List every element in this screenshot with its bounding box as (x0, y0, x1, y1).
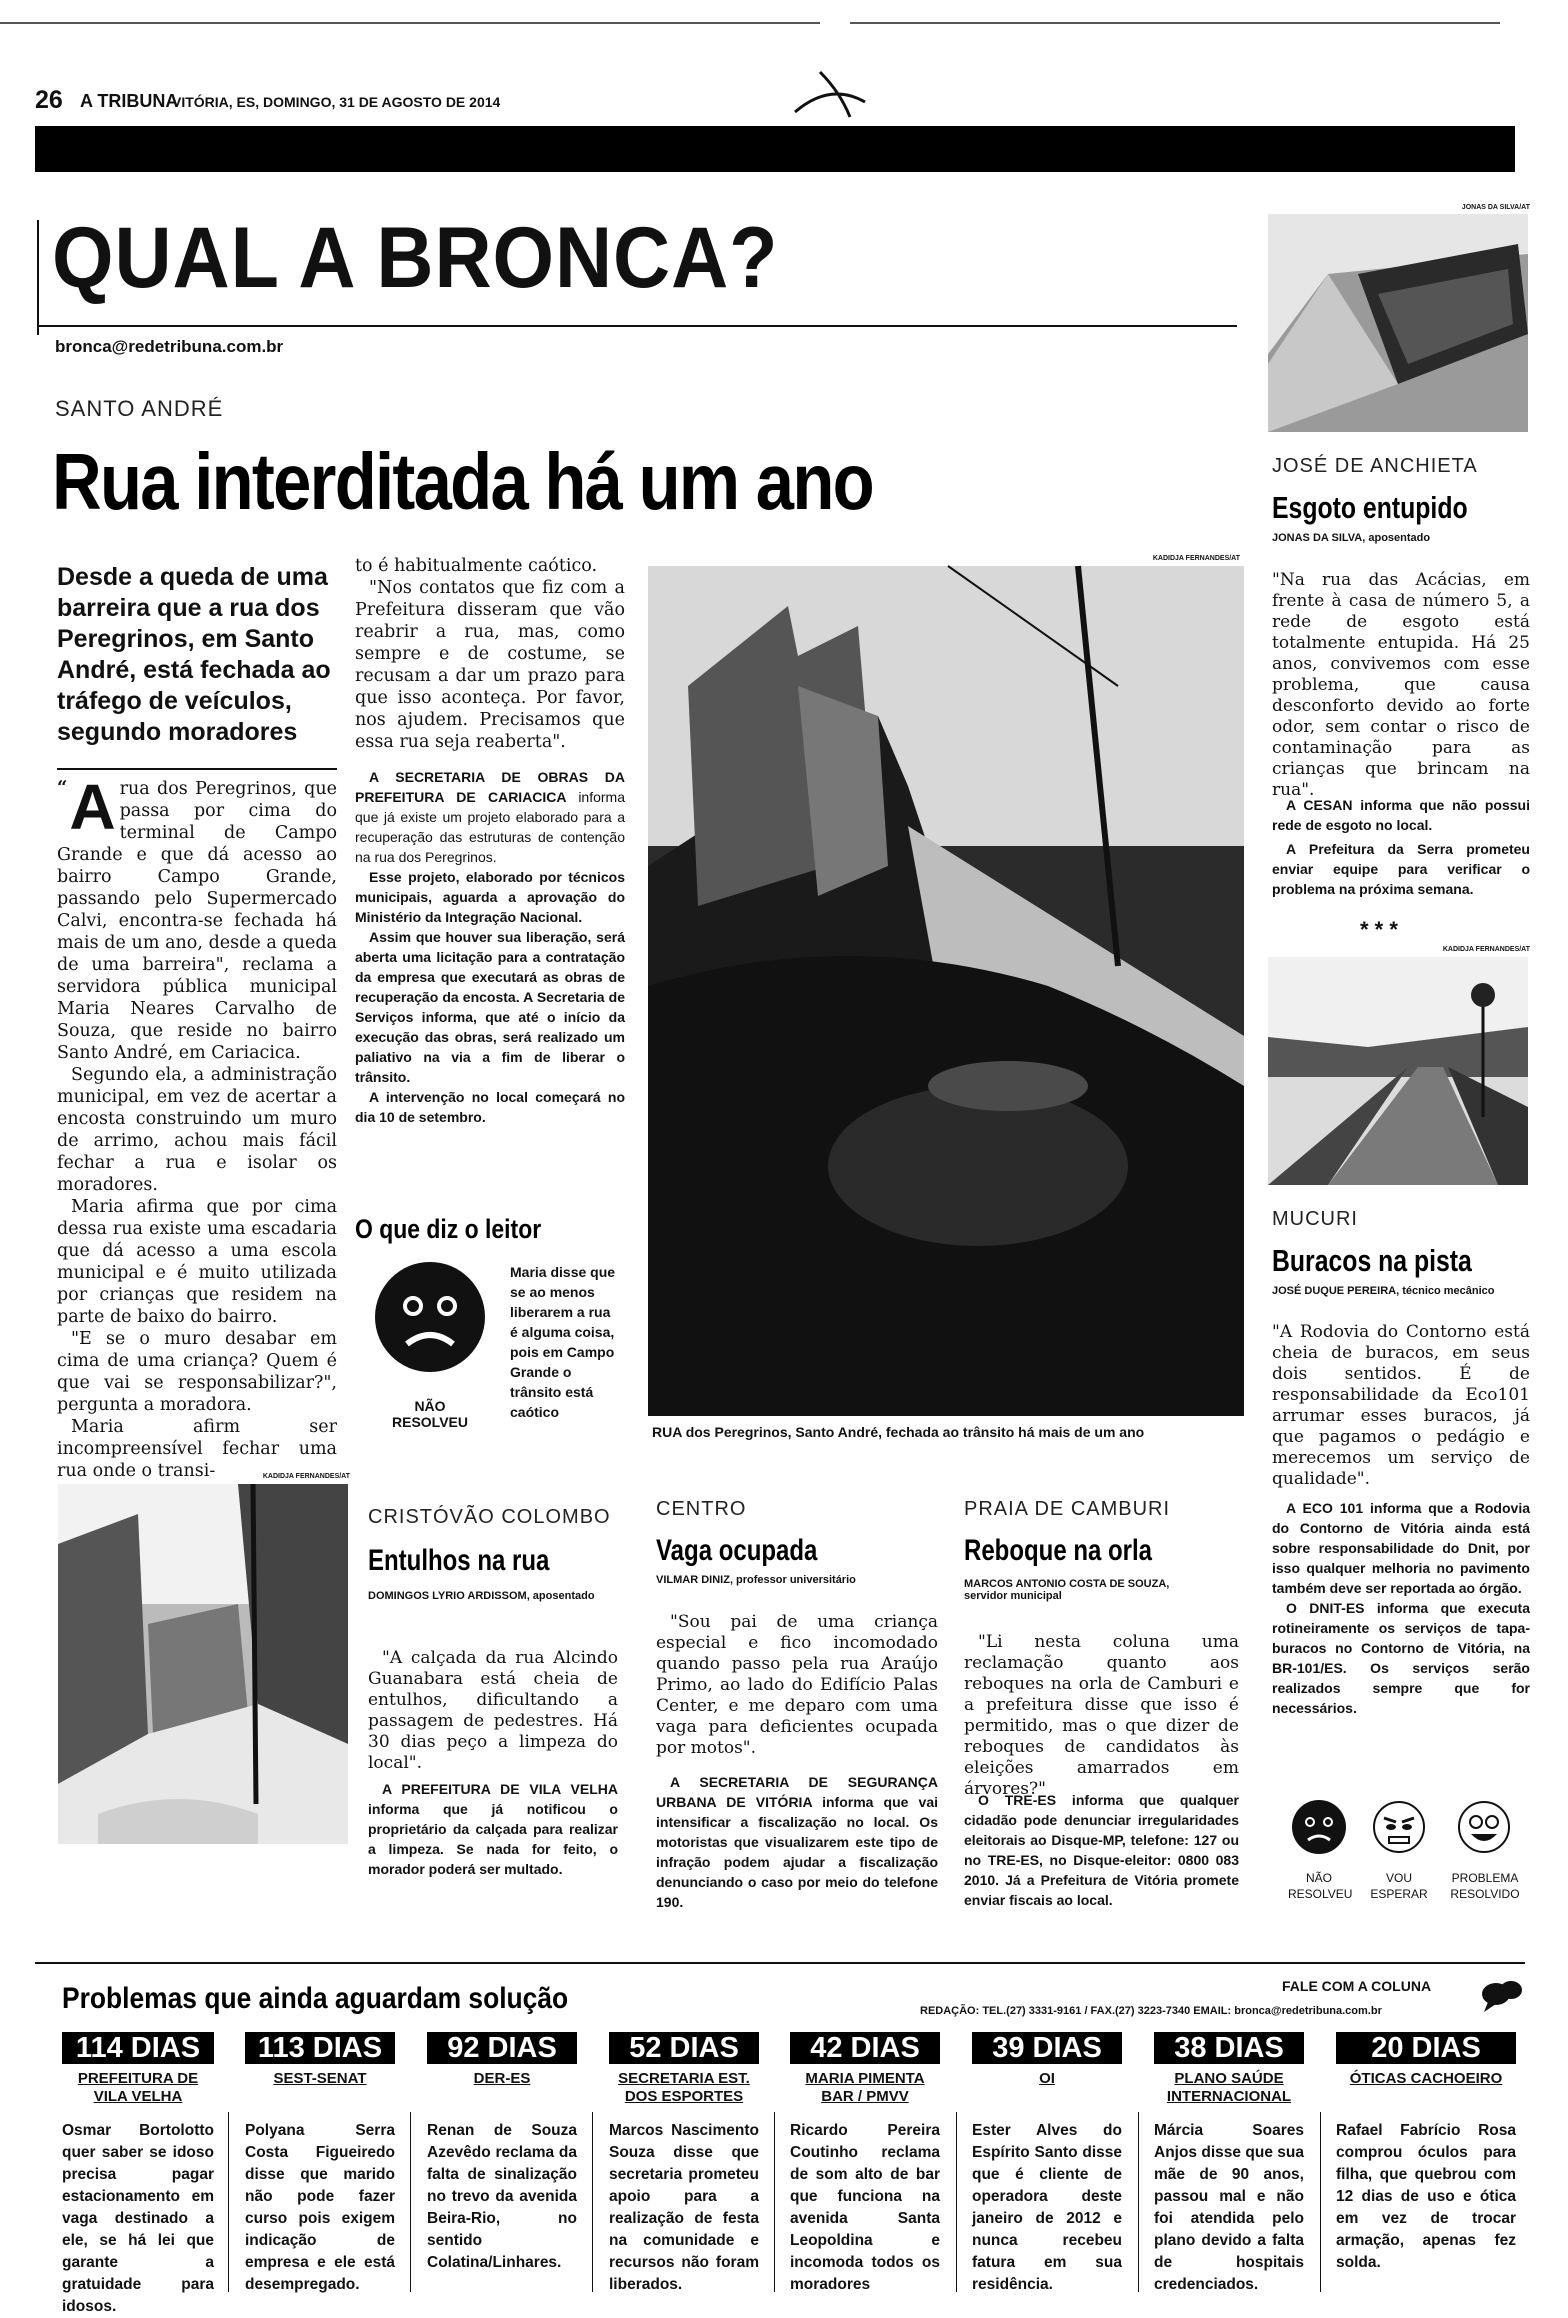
sidebar-photo2-credit: KADIDJA FERNANDES/AT (1442, 946, 1530, 953)
pending-text-1: Osmar Bortolotto quer saber se idoso precisa pagar estacionamento em vaga destinado a ele, se há lei que garante a gratuidade para idosos. (62, 2122, 214, 2315)
sidebar2-byline: JOSÉ DUQUE PEREIRA, técnico mecânico (1272, 1285, 1495, 1297)
sidebar2-headline: Buracos na pista (1272, 1243, 1472, 1278)
main-response-org: A SECRETARIA DE OBRAS DA PREFEITURA DE CARIACICA (355, 769, 625, 805)
org-8: ÓTICAS CACHOEIRO (1349, 2070, 1503, 2087)
main-headline: Rua interditada há um ano (52, 437, 873, 526)
main-response-4: A intervenção no local começará no dia 10 de setembro. (355, 1089, 625, 1125)
paper-name: A TRIBUNA (80, 91, 179, 111)
contact-info: REDAÇÃO: TEL.(27) 3331-9161 / FAX.(27) 3223-7340 EMAIL: bronca@redetribuna.com.br (920, 2005, 1382, 2017)
reader-box-text: Maria disse que se ao menos liberarem a rua é alguma coisa, pois em Campo Grande o trânsito está caótico (510, 1264, 616, 1420)
main-response-text: informa que já existe um projeto elaborado para a recuperação das estruturas de contenção na rua dos Peregrinos. (355, 789, 625, 865)
reader-box-title: O que diz o leitor (355, 1214, 542, 1244)
bottom3-byline: MARCOS ANTONIO COSTA DE SOUZA, servidor municipal (964, 1578, 1170, 1602)
waiting-face-icon (1372, 1800, 1426, 1854)
pending-text-8: Rafael Fabrício Rosa comprou óculos para filha, que quebrou com 12 dias de uso e ótica em vez de trocar armação, apenas fez solda. (1336, 2122, 1516, 2271)
main-deck: Desde a queda de uma barreira que a rua dos Peregrinos, em Santo André, está fechada ao tráfego de veículos, segundo moradores (57, 563, 331, 746)
speech-bubbles-icon (1478, 1976, 1526, 2016)
resolved-face-icon (1457, 1800, 1511, 1854)
main-kicker: SANTO ANDRÉ (55, 396, 224, 421)
bottom2-response: A SECRETARIA DE SEGURANÇA URBANA DE VITÓRIA informa que vai intensificar a fiscalização no local. Os motoristas que visualizarem este tipo de infração podem ajudar a fiscalização denunciando o caso por meio do telefone 190. (656, 1774, 938, 1910)
days-badge-4: 52 DIAS (609, 2032, 759, 2064)
days-badge-7: 38 DIAS (1154, 2032, 1304, 2064)
section-title: QUAL A BRONCA? (52, 210, 779, 306)
main-response-1 (355, 767, 625, 867)
days-badge-2: 113 DIAS (245, 2032, 395, 2064)
main-col1-p1: rua dos Peregrinos, que passa por cima do terminal de Campo Grande e que dá acesso ao bairro Campo Grande, passando pelo Supermercado Calvi, encontra-se fechada há mais de um ano, desde a queda de uma barreira", reclama a servidora pública municipal Maria Neares Carvalho de Souza, que reside no bairro Santo André, em Cariacica. (57, 779, 337, 1063)
days-badge-1: 114 DIAS (62, 2032, 214, 2064)
main-col1-p2: Segundo ela, a administração municipal, em vez de acertar a encosta construindo um muro de arrimo, achou mais fácil fechar a rua e isolar os moradores. (57, 1065, 337, 1195)
bottom3-quote: "Li nesta coluna uma reclamação quanto aos reboques na orla de Camburi e a prefeitura disse que isso é permitido, mas o que dizer de reboques de candidatos às eleições amarrados em árvores?" (964, 1632, 1239, 1799)
section-email: bronca@redetribuna.com.br (55, 337, 284, 356)
org-2: SEST-SENAT (273, 2070, 367, 2087)
sidebar2-response-1: A ECO 101 informa que a Rodovia do Contorno de Vitória ainda está sobre responsabilidade do Dnit, por isso qualquer melhoria no pavimento também deve ser reportada ao órgão. (1272, 1500, 1530, 1596)
main-response-2: Esse projeto, elaborado por técnicos municipais, aguarda a aprovação do Ministério da Integração Nacional. (355, 869, 625, 925)
main-col1-p4: "E se o muro desabar em cima de uma criança? Quem é que vai se responsabilizar?", pergunta a moradora. (57, 1329, 337, 1415)
org-1: PREFEITURA DE VILA VELHA (77, 2070, 199, 2105)
org-6: OI (1039, 2070, 1055, 2087)
pending-text-5: Ricardo Pereira Coutinho reclama de som alto de bar que funciona na avenida Santa Leopoldina e incomoda todos os moradores (790, 2122, 940, 2293)
legend-resolved: PROBLEMA RESOLVIDO (1450, 1871, 1520, 1901)
main-response-3: Assim que houver sua liberação, será aberta uma licitação para a contratação da empresa que executará as obras de recuperação da encosta. A Secretaria de Serviços informa, que até o início da execução das obras, será realizado um paliativo na via a fim de liberar o trânsito. (355, 929, 625, 1085)
sidebar1-response-1: A CESAN informa que não possui rede de esgoto no local. (1272, 797, 1530, 833)
org-3: DER-ES (473, 2070, 531, 2087)
org-5: MARIA PIMENTA BAR / PMVV (805, 2070, 925, 2105)
main-col1-p5: Maria afirm ser incompreensível fechar uma rua onde o transi- (57, 1417, 337, 1481)
bottom1-quote: "A calçada da rua Alcindo Guanabara está cheia de entulhos, dificultando a passagem de pedestres. Há 30 dias peço a limpeza do local". (368, 1648, 618, 1773)
sidebar-photo1-credit: JONAS DA SILVA/AT (1461, 204, 1530, 211)
pending-text-6: Ester Alves do Espírito Santo disse que é cliente de operadora deste janeiro de 2012 e nunca recebeu fatura em sua residência. (972, 2122, 1122, 2293)
bottom3-kicker: PRAIA DE CAMBURI (964, 1498, 1171, 1520)
sidebar-photo-2 (1268, 957, 1528, 1185)
handwritten-mark (790, 62, 890, 132)
main-photo-caption: RUA dos Peregrinos, Santo André, fechada ao trânsito há mais de um ano (652, 1424, 1145, 1440)
sidebar1-response-2: A Prefeitura da Serra prometeu enviar equipe para verificar o problema na próxima semana. (1272, 841, 1530, 897)
not-resolved-face-icon (1292, 1800, 1346, 1854)
bottom1-response: A PREFEITURA DE VILA VELHA informa que já notificou o proprietário da calçada para realizar a limpeza. Se nada for feito, o morador poderá ser multado. (368, 1781, 618, 1877)
sidebar1-headline: Esgoto entupido (1272, 490, 1468, 525)
bottom1-byline: DOMINGOS LYRIO ARDISSOM, aposentado (368, 1590, 595, 1602)
sidebar1-byline: JONAS DA SILVA, aposentado (1272, 532, 1431, 544)
sidebar1-quote: "Na rua das Acácias, em frente à casa de número 5, a rede de esgoto está totalmente entupida. Há 25 anos, convivemos com esse problema, que causa desconforto devido ao forte odor, sem contar o risco de contaminação para as crianças que brincam na rua". (1272, 570, 1530, 800)
sad-face-icon (375, 1262, 485, 1372)
sidebar2-quote: "A Rodovia do Contorno está cheia de buracos, em seus dois sentidos. É de responsabilidade da Eco101 arrumar esses buracos, já que pagamos o pedágio e merecemos um serviço de qualidade". (1272, 1322, 1530, 1489)
sidebar1-kicker: JOSÉ DE ANCHIETA (1272, 455, 1478, 477)
sidebar2-response-2: O DNIT-ES informa que executa rotineiramente os serviços de tapa-buracos no Contorno de Vitória, na BR-101/ES. Os serviços serão realizados sempre que for necessários. (1272, 1600, 1530, 1716)
days-badge-8: 20 DIAS (1336, 2032, 1516, 2064)
bottom3-response: O TRE-ES informa que qualquer cidadão pode denunciar irregularidades eleitorais ao Disque-MP, telefone: 127 ou no TRE-ES, no Disque-eleitor: 0800 083 2010. Já a Prefeitura de Vitória promete enviar fiscais ao local. (964, 1792, 1239, 1908)
page-number: 26 (35, 86, 63, 114)
bottom2-kicker: CENTRO (656, 1498, 747, 1520)
bottom-photo (58, 1484, 348, 1844)
pending-text-4: Marcos Nascimento Souza disse que secretaria prometeu apoio para a realização de festa na comunidade e recursos não foram liberados. (609, 2122, 759, 2293)
main-photo-credit: KADIDJA FERNANDES/AT (1152, 555, 1240, 562)
bottom3-headline: Reboque na orla (964, 1534, 1153, 1567)
header-bar (35, 126, 1515, 172)
pending-title: Problemas que ainda aguardam solução (62, 1982, 569, 2015)
days-badge-3: 92 DIAS (427, 2032, 577, 2064)
org-7: PLANO SAÚDE INTERNACIONAL (1166, 2070, 1292, 2105)
main-col2-p2: "Nos contatos que fiz com a Prefeitura disseram que vão reabrir a rua, mas, como sempre e de costume, se recusam a dar um prazo para que isso aconteça. Por favor, nos ajudem. Precisamos que essa rua seja reaberta". (355, 578, 625, 752)
dropcap: A (69, 771, 116, 843)
days-badge-5: 42 DIAS (790, 2032, 940, 2064)
sidebar-separator-stars: * * * (1360, 917, 1398, 942)
org-4: SECRETARIA EST. DOS ESPORTES (618, 2070, 750, 2105)
bottom2-byline: VILMAR DINIZ, professor universitário (656, 1574, 856, 1586)
pending-text-7: Márcia Soares Anjos disse que sua mãe de 90 anos, passou mal e não foi atendida pelo plano devido a falta de hospitais credenciados. (1154, 2122, 1304, 2293)
main-col1-p3: Maria afirma que por cima dessa rua existe uma escadaria que dá acesso a uma escola municipal e é muito utilizada por crianças que residem na parte de baixo do bairro. (57, 1197, 337, 1327)
open-quote-mark: “ (57, 777, 68, 798)
bottom-photo-credit: KADIDJA FERNANDES/AT (262, 1473, 350, 1480)
days-badge-6: 39 DIAS (972, 2032, 1122, 2064)
legend-will-wait: VOU ESPERAR (1370, 1871, 1428, 1901)
bottom2-quote: "Sou pai de uma criança especial e fico incomodado quando passo pela rua Araújo Primo, ao lado do Edifício Palas Center, e me deparo com uma vaga para deficientes ocupada por motos". (656, 1612, 938, 1758)
contact-title: FALE COM A COLUNA (1282, 1978, 1432, 1994)
sidebar-photo-1 (1268, 214, 1528, 432)
reader-face-label: NÃO RESOLVEU (392, 1398, 468, 1430)
bottom1-kicker: CRISTÓVÃO COLOMBO (368, 1506, 611, 1528)
main-photo (648, 566, 1244, 1416)
bottom1-headline: Entulhos na rua (368, 1544, 550, 1577)
pending-text-3: Renan de Souza Azevêdo reclama da falta de sinalização no trevo da avenida Beira-Rio, no sentido Colatina/Linhares. (427, 2122, 577, 2271)
legend-not-resolved: NÃO RESOLVEU (1288, 1871, 1353, 1901)
bottom2-headline: Vaga ocupada (656, 1534, 818, 1567)
main-col2-p1: to é habitualmente caótico. (355, 556, 598, 576)
dateline: VITÓRIA, ES, DOMINGO, 31 DE AGOSTO DE 2014 (172, 94, 501, 110)
pending-text-2: Polyana Serra Costa Figueiredo disse que marido não pode fazer curso pois exigem indicação de empresa e ele está desempregado. (245, 2122, 395, 2293)
sidebar2-kicker: MUCURI (1272, 1208, 1358, 1230)
